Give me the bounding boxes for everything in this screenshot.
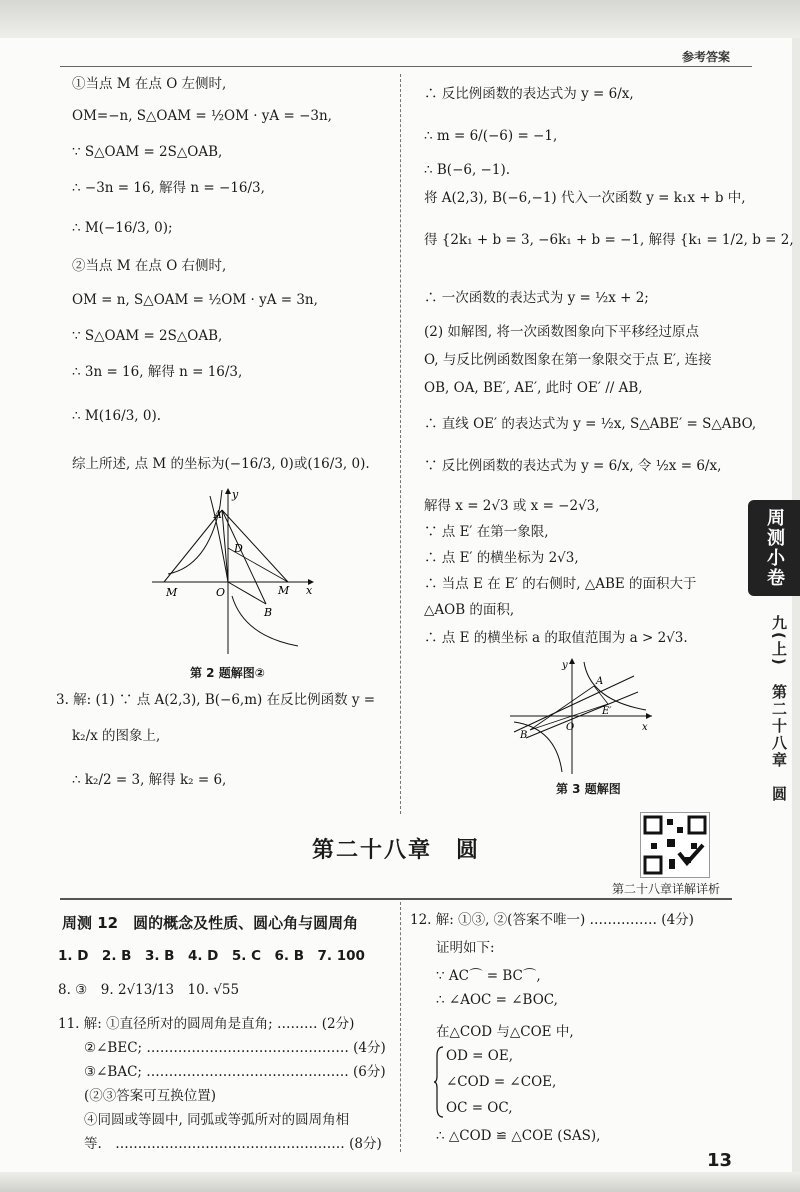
text-line: k₂/x 的图象上, [72,728,161,744]
figure-2-caption: 第 2 题解图② [190,666,265,680]
text-line: 3. 解: (1) ∵ 点 A(2,3), B(−6,m) 在反比例函数 y = [56,692,376,708]
q11-line: ③∠BAC; ……………………………………… (6分) [84,1064,386,1080]
fig3-label-y: y [562,660,568,671]
header-label: 参考答案 [681,50,730,64]
q12-line: ∠COD = ∠COE, [446,1074,557,1090]
bottom-scan-band [0,1172,800,1192]
q12-line: ∵ AC⌒ = BC⌒, [436,968,541,984]
text-line: 解得 x = 2√3 或 x = −2√3, [424,498,600,514]
fig2-label-O: O [216,586,226,599]
text-line: ∴ m = 6/(−6) = −1, [424,128,558,144]
q12-line: 证明如下: [436,940,495,956]
q12-line: ∴ △COD ≌ △COE (SAS), [436,1128,601,1144]
fig2-label-M-left: M [166,586,178,599]
text-line: ∵ S△OAM = 2S△OAB, [72,144,223,160]
q12-line: 12. 解: ①③, ②(答案不唯一) …………… (4分) [410,912,694,928]
fig3-label-E: E′ [602,706,612,717]
x-axis-arrow [646,713,652,719]
text-line: 得 {2k₁ + b = 3, −6k₁ + b = −1, 解得 {k₁ = 1/2, b = 2, [424,232,794,248]
section-rule [60,898,732,900]
text-line: ∴ k₂/2 = 3, 解得 k₂ = 6, [72,772,227,788]
text-line: OB, OA, BE′, AE′, 此时 OE′ // AB, [424,380,643,396]
text-line: 将 A(2,3), B(−6,−1) 代入一次函数 y = k₁x + b 中, [424,190,746,206]
text-line: ∴ 直线 OE′ 的表达式为 y = ½x, S△ABE′ = S△ABO, [424,416,757,432]
fig3-label-x: x [642,722,648,733]
column-divider-bottom [400,902,401,1152]
fig2-label-y: y [232,488,239,501]
fig2-label-A: A [214,508,222,521]
fig3-label-O: O [566,722,575,733]
q11-line: 等. …………………………………………… (8分) [84,1136,382,1152]
header-rule [60,66,752,67]
text-line: (2) 如解图, 将一次函数图象向下平移经过原点 [424,324,699,340]
q11-line: ④同圆或等圆中, 同弧或等弧所对的圆周角相 [84,1112,350,1128]
text-line: ∵ 点 E′ 在第一象限, [424,524,549,540]
text-line: ①当点 M 在点 O 左侧时, [72,76,227,92]
fig3-label-A: A [596,676,604,687]
answers-row-2: 8. ③ 9. 2√13/13 10. √55 [58,982,240,998]
text-line: ∴ M(16/3, 0). [72,408,162,424]
qr-caption: 第二十八章详解详析 [612,882,721,896]
figure-3 [506,656,656,776]
q12-line: OD = OE, [446,1048,513,1064]
answers-row-1: 1. D 2. B 3. B 4. D 5. C 6. B 7. 100 [58,948,365,964]
page-number: 13 [706,1150,732,1171]
text-line: ∴ 反比例函数的表达式为 y = 6/x, [424,86,634,102]
fig2-label-M-right: M [278,584,290,597]
segment-AM-right [222,510,288,582]
fig3-label-B: B [520,730,528,741]
brace-icon [434,1046,444,1118]
side-tab[interactable]: 周测小卷 [748,500,800,596]
figure-2 [148,486,318,656]
line-OE [526,692,638,738]
text-line: △AOB 的面积, [424,602,515,618]
column-divider [400,74,401,814]
q11-line: 11. 解: ①直径所对的圆周角是直角; ……… (2分) [58,1016,355,1032]
fig2-label-x: x [306,584,313,597]
text-line: ∴ 一次函数的表达式为 y = ½x + 2; [424,290,649,306]
side-chapter-text: 九(上) 第二十八章 圆 [770,615,788,803]
text-line: ∴ −3n = 16, 解得 n = −16/3, [72,180,265,196]
fig2-label-D: D [234,542,243,555]
q11-line: (②③答案可互换位置) [84,1088,217,1104]
q12-line: ∴ ∠AOC = ∠BOC, [436,992,558,1008]
text-line: ∴ 当点 E 在 E′ 的右侧时, △ABE 的面积大于 [424,576,697,592]
text-line: OM=−n, S△OAM = ½OM · yA = −3n, [72,108,332,124]
y-axis-arrow [225,488,231,494]
figure-3-caption: 第 3 题解图 [556,782,621,796]
text-line: O, 与反比例函数图象在第一象限交于点 E′, 连接 [424,352,712,368]
q11-line: ②∠BEC; ……………………………………… (4分) [84,1040,386,1056]
qr-code-icon[interactable] [640,812,710,878]
text-line: 综上所述, 点 M 的坐标为(−16/3, 0)或(16/3, 0). [72,456,370,472]
q12-line: OC = OC, [446,1100,513,1116]
text-line: ∴ B(−6, −1). [424,162,511,178]
text-line: ∴ 3n = 16, 解得 n = 16/3, [72,364,243,380]
section-title: 周测 12 圆的概念及性质、圆心角与圆周角 [62,914,359,932]
y-axis-arrow [569,658,575,664]
chapter-title: 第二十八章 圆 [311,838,480,863]
text-line: ∴ 点 E 的横坐标 a 的取值范围为 a > 2√3. [424,630,688,646]
fig2-label-B: B [264,606,273,619]
hyperbola-branch-left [168,490,222,574]
top-scan-band [0,0,800,38]
text-line: ∴ 点 E′ 的横坐标为 2√3, [424,550,579,566]
text-line: OM = n, S△OAM = ½OM · yA = 3n, [72,292,318,308]
q12-line: 在△COD 与△COE 中, [436,1024,574,1040]
text-line: ∴ M(−16/3, 0); [72,220,173,236]
text-line: ∵ 反比例函数的表达式为 y = 6/x, 令 ½x = 6/x, [424,458,722,474]
text-line: ②当点 M 在点 O 右侧时, [72,258,227,274]
text-line: ∵ S△OAM = 2S△OAB, [72,328,223,344]
